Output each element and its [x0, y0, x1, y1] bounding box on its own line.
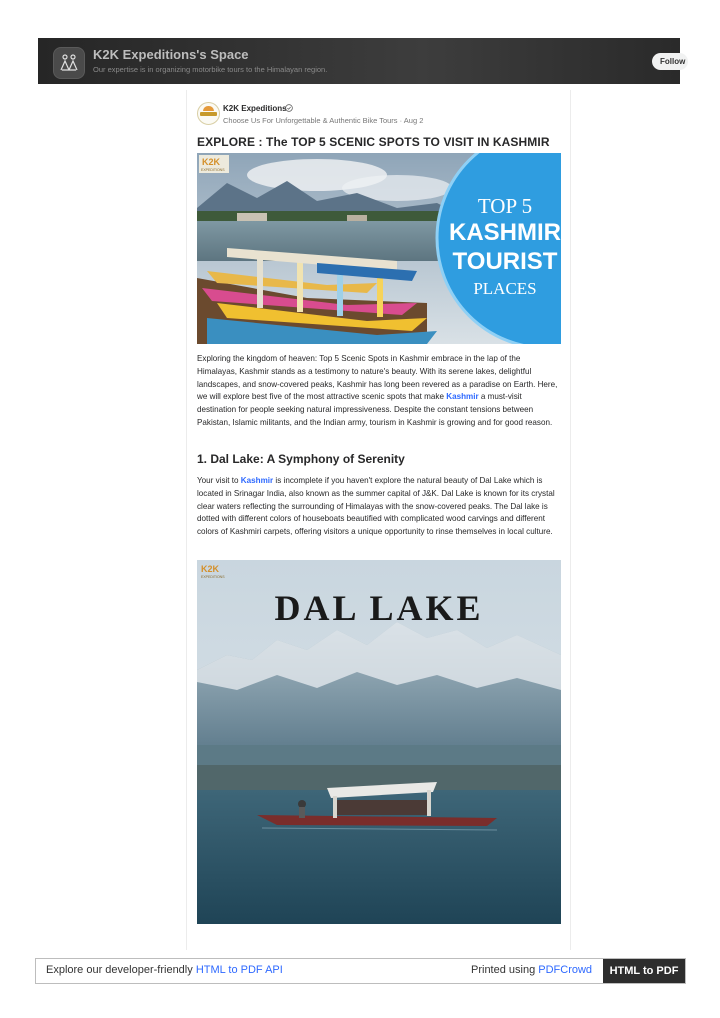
k2k-logo-text: K2K [202, 157, 221, 167]
image1-line-3: TOURIST [452, 248, 558, 275]
post-card [186, 90, 571, 950]
section-heading-dal-lake: 1. Dal Lake: A Symphony of Serenity [197, 452, 405, 466]
pdf-footer [35, 958, 686, 984]
kashmir-link[interactable]: Kashmir [446, 392, 479, 402]
footer-right-text: Printed using PDFCrowd [471, 964, 593, 976]
html-to-pdf-api-link[interactable]: HTML to PDF API [195, 964, 283, 976]
verified-icon [285, 104, 293, 112]
author-name[interactable]: K2K Expeditions [223, 104, 287, 113]
svg-text:EXPEDITIONS: EXPEDITIONS [201, 168, 225, 172]
dal-lake-caption: DAL LAKE [274, 588, 484, 628]
k2k-logo-text: K2K [201, 564, 220, 574]
image1-line-4: PLACES [473, 279, 537, 298]
dal-lake-image[interactable] [197, 560, 561, 924]
dal-lake-paragraph: Your visit to Kashmir is incomplete if you haven't explore the natural beauty of Dal Lake which is located in Srinagar India, also known as the summer capital of J&K. Dal Lake is known for its crystal clear waters reflecting the surrounding of Himalayas with the snow-covered peaks. The Dal lake is dotted with different colors of houseboats beautified with complicated wood carvings and different colors of Kashmiri carpets, offering visitors a unique opportunity to rinse themselves in local culture. [197, 476, 555, 537]
svg-text:EXPEDITIONS: EXPEDITIONS [201, 575, 225, 579]
footer-left-text: Explore our developer-friendly HTML to PDF API [46, 964, 283, 976]
kashmir-tourist-places-image[interactable] [197, 153, 561, 344]
image1-line-1: TOP 5 [477, 194, 533, 218]
space-logo[interactable] [53, 47, 85, 79]
space-title[interactable]: K2K Expeditions's Space [93, 47, 249, 62]
space-subtitle: Our expertise is in organizing motorbike tours to the Himalayan region. [93, 65, 328, 74]
image1-line-2: KASHMIR [449, 219, 561, 246]
intro-paragraph: Exploring the kingdom of heaven: Top 5 Scenic Spots in Kashmir embrace in the lap of the Himalayas, Kashmir stands as a testimony to nature's beauty. With its serene lakes, delightful landscapes, and snow-covered peaks, Kashmir has long been revered as a paradise on Earth. Here, we will explore best five of the most attractive scenic spots that make Kashmir a must-visit destination for people seeking natural impressiveness. Despite the constant tensions between Pakistan, Islamic militants, and the Indian army, tourism in Kashmir is growing and for good reason. [197, 354, 558, 427]
space-header [38, 38, 680, 84]
author-meta: Choose Us For Unforgettable & Authentic Bike Tours · Aug 2 [223, 116, 424, 125]
pdfcrowd-link[interactable]: PDFCrowd [538, 964, 593, 976]
author-avatar[interactable] [197, 102, 220, 125]
follow-button[interactable]: Follow [652, 53, 688, 70]
kashmir-link[interactable]: Kashmir [240, 476, 274, 485]
html-to-pdf-button[interactable]: HTML to PDF [603, 959, 685, 983]
post-title: EXPLORE : The TOP 5 SCENIC SPOTS TO VISIT IN KASHMIR [197, 135, 550, 149]
people-icon [59, 53, 79, 73]
